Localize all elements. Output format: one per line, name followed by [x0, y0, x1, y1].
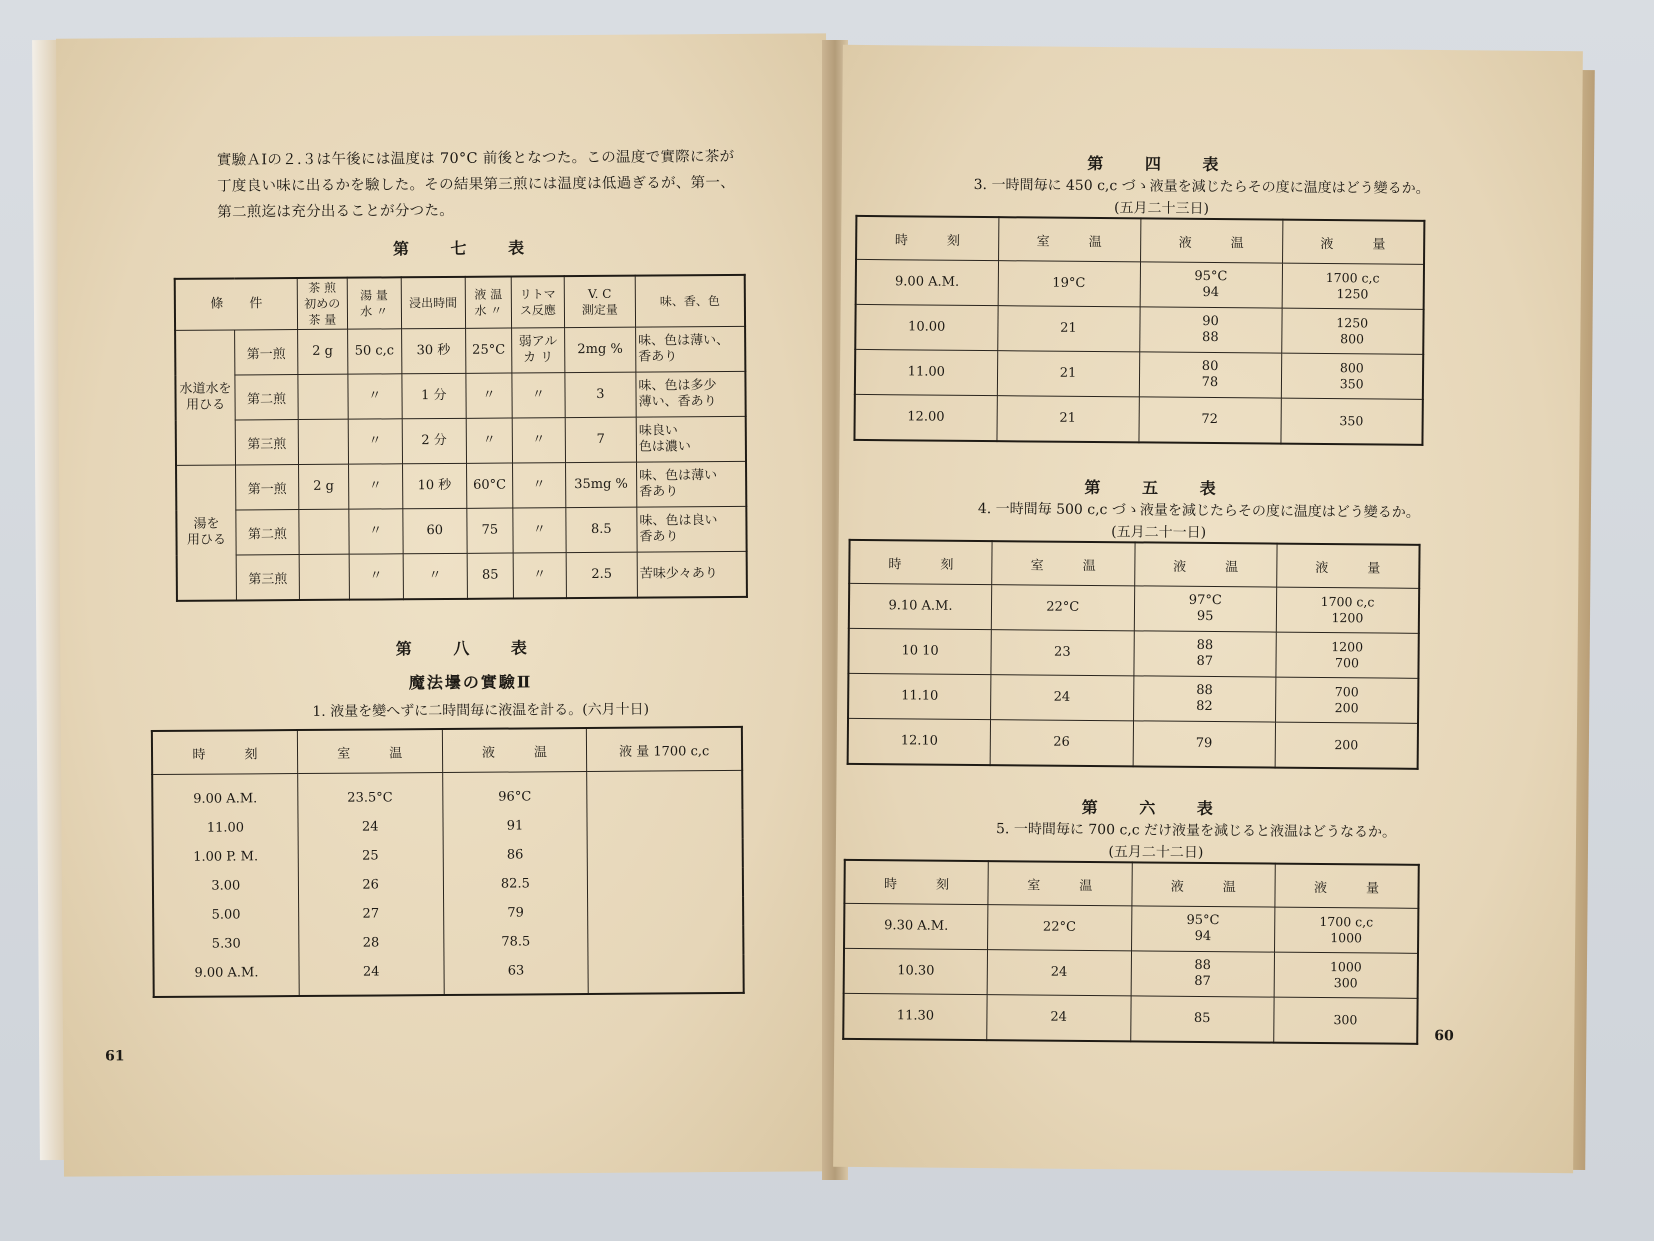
table6-header	[844, 860, 1418, 909]
table4-title: 第 四 表	[1087, 153, 1237, 175]
table7-title: 第 七 表	[392, 238, 543, 259]
table7-cell: 〃	[512, 373, 565, 418]
table-row	[175, 326, 745, 375]
table5-cell: 1700 c,c 1200	[1276, 587, 1419, 633]
table6-cell: 88 87	[1131, 951, 1275, 997]
table-row	[848, 628, 1418, 678]
table7-header-cell: 浸出時間	[401, 277, 466, 329]
table5-cell: 88 87	[1133, 631, 1276, 677]
table4-date: (五月二十三日)	[1113, 200, 1210, 217]
table4-cell: 11.00	[855, 349, 997, 395]
table7-cell	[299, 554, 349, 600]
table8-cell: 86	[443, 840, 588, 870]
table-row	[153, 897, 743, 930]
table6-title: 第 六 表	[1081, 797, 1231, 819]
table5-cell: 26	[990, 720, 1133, 767]
table-row	[153, 839, 743, 872]
table7-cell: 〃	[349, 509, 403, 554]
table5-header	[849, 540, 1419, 588]
table-row	[848, 673, 1418, 723]
table7-header-cell: 液 温 水 〃	[465, 277, 511, 329]
table-row	[843, 993, 1417, 1044]
table8-subtitle: 魔法壜の實驗Ⅱ	[408, 672, 533, 693]
table5-caption: 4. 一時間毎 500 c,c づゝ液量を減じたらその度に温度はどう變るか。	[977, 500, 1420, 521]
table5-cell: 23	[991, 630, 1134, 676]
table5-cell: 97°C 95	[1134, 586, 1277, 632]
page-number-right: 60	[1434, 1027, 1454, 1045]
table7-group-label: 湯を 用ひる	[176, 465, 236, 601]
table7-header-cell: 條 件	[175, 278, 298, 330]
table7-cell: 〃	[513, 553, 566, 599]
table7-header-cell: V. C 測定量	[564, 276, 636, 328]
table7-cell: 〃	[348, 464, 402, 509]
table7-cell: 〃	[348, 374, 402, 419]
table7-header-cell: 茶 煎 初めの 茶 量	[297, 278, 347, 330]
table5-title: 第 五 表	[1084, 477, 1234, 499]
table7-cell: 〃	[466, 418, 512, 463]
paragraph-line: 實驗ＡⅠの２.３は午後には温度は 70°C 前後となつた。この温度で實際に茶が	[216, 148, 735, 169]
table8-cell: 9.00 A.M.	[153, 958, 299, 997]
table7-brew: 第三煎	[236, 555, 299, 601]
table7-cell: 7	[565, 417, 637, 462]
table4-header	[856, 216, 1424, 264]
intro-paragraph	[217, 143, 818, 225]
table7-header-cell: 味、香、色	[635, 275, 745, 327]
table6-cell: 9.30 A.M.	[844, 903, 988, 949]
table7-brew: 第二煎	[236, 510, 299, 555]
table-row	[848, 718, 1418, 768]
table8-cell: 24	[299, 957, 444, 996]
table7-cell: 1 分	[401, 373, 466, 418]
table-row	[856, 259, 1424, 309]
table-header-cell: 液 温	[1134, 542, 1277, 587]
table-row	[152, 810, 742, 843]
table8-cell: 1.00 P. M.	[153, 842, 298, 872]
table8-cell	[588, 868, 743, 898]
table4-cell: 80 78	[1139, 352, 1281, 398]
table6	[842, 859, 1420, 1045]
table7-cell: 3	[565, 372, 637, 417]
table7-cell: 味、色は薄い 香あり	[637, 461, 747, 507]
table5-cell: 1200 700	[1276, 632, 1419, 678]
table8-header-cell: 液 温	[442, 728, 587, 773]
table4-caption: 3. 一時間毎に 450 c,c づゝ液量を減じたらその度に温度はどう變るか。	[973, 176, 1430, 197]
table8-header-cell: 時 刻	[152, 730, 298, 775]
table-header-cell: 室 温	[992, 541, 1135, 586]
table7-cell	[298, 374, 348, 419]
table7-cell: 2mg %	[564, 327, 636, 372]
table4-cell: 21	[996, 396, 1138, 443]
table7-cell: 弱アル カ リ	[512, 328, 565, 373]
table6-cell: 10.30	[844, 948, 988, 994]
table4-cell: 10.00	[855, 304, 997, 350]
table8-cell	[587, 839, 742, 869]
table5-cell: 79	[1133, 721, 1276, 768]
table-header-cell: 液 温	[1140, 218, 1282, 263]
table8-cell: 82.5	[443, 869, 588, 899]
table-row	[854, 394, 1422, 444]
table8-title: 第 八 表	[395, 638, 545, 659]
table7-cell: 2 g	[299, 464, 349, 509]
table8-cell: 63	[443, 956, 588, 995]
table7-cell: 〃	[349, 554, 403, 600]
table6-cell: 11.30	[843, 993, 987, 1040]
table5-cell: 22°C	[991, 585, 1134, 631]
table-row	[152, 770, 742, 814]
table7	[174, 274, 748, 602]
table-header-cell: 時 刻	[844, 860, 988, 905]
table5-cell: 200	[1275, 722, 1418, 769]
table-header-cell: 液 量	[1275, 864, 1419, 909]
table5-cell: 10 10	[848, 628, 991, 674]
table6-caption: 5. 一時間毎に 700 c,c だけ液量を減じると液温はどうなるか。	[995, 821, 1397, 841]
table-header-cell: 時 刻	[849, 540, 992, 585]
table8-cell	[588, 926, 743, 956]
table-row	[176, 416, 746, 465]
table4-cell: 1700 c,c 1250	[1282, 263, 1424, 309]
table5-cell: 9.10 A.M.	[849, 583, 992, 629]
table8-cell	[587, 810, 742, 840]
table4-cell: 90 88	[1139, 307, 1281, 353]
table7-cell: 2.5	[566, 552, 638, 598]
table7-cell: 8.5	[566, 507, 638, 552]
table6-cell: 1000 300	[1274, 952, 1418, 998]
table-header-cell: 時 刻	[856, 216, 998, 261]
table4-cell: 800 350	[1281, 353, 1423, 399]
table-header-cell: 室 温	[988, 861, 1132, 906]
table7-cell: 苦味少々あり	[637, 551, 747, 597]
table7-cell: 〃	[512, 463, 565, 508]
table4-cell: 72	[1138, 397, 1280, 444]
table8	[151, 726, 745, 998]
table7-header-cell: リトマ ス反應	[511, 276, 564, 328]
table7-cell	[298, 419, 348, 464]
table7-cell: 50 c,c	[347, 329, 401, 374]
table8-caption: 1. 液量を變へずに二時間毎に液温を計る。(六月十日)	[312, 701, 650, 720]
table5-date: (五月二十一日)	[1111, 524, 1207, 541]
table7-cell: 25°C	[465, 328, 511, 373]
table7-cell: 75	[467, 508, 513, 553]
left-page	[56, 33, 834, 1176]
table5-cell: 11.10	[848, 673, 991, 719]
table8-cell: 5.00	[153, 900, 298, 930]
table7-cell: 〃	[348, 419, 402, 464]
table7-cell	[299, 509, 349, 554]
table6-cell: 300	[1274, 997, 1418, 1044]
table7-cell: 味、色は良い 香あり	[637, 506, 747, 552]
table7-cell: 2 g	[298, 329, 348, 374]
table7-cell: 2 分	[402, 418, 467, 463]
table8-cell: 79	[443, 898, 588, 928]
table8-cell: 28	[299, 928, 444, 958]
table8-cell	[588, 897, 743, 927]
page-number-left: 61	[105, 1048, 125, 1065]
table5	[847, 539, 1421, 770]
table7-cell: 味、色は薄い、 香あり	[636, 326, 746, 372]
table8-cell: 96°C	[442, 772, 587, 813]
table7-cell: 〃	[466, 373, 512, 418]
table-header-cell: 室 温	[998, 217, 1140, 262]
table7-cell: 味良い 色は濃い	[636, 416, 746, 462]
table8-cell	[587, 770, 742, 811]
table6-cell: 24	[987, 950, 1131, 996]
table7-cell: 〃	[512, 418, 565, 463]
table8-cell: 25	[298, 841, 443, 871]
table8-cell: 78.5	[443, 927, 588, 957]
table8-header-cell: 室 温	[297, 729, 442, 774]
table6-date: (五月二十二日)	[1108, 844, 1204, 861]
table6-cell: 22°C	[988, 905, 1132, 951]
table6-cell: 95°C 94	[1131, 906, 1275, 952]
table4-cell: 12.00	[854, 394, 996, 441]
right-page	[833, 45, 1583, 1173]
table6-cell: 85	[1130, 996, 1274, 1043]
table5-cell: 24	[991, 675, 1134, 721]
table-row	[153, 955, 743, 997]
table7-brew: 第二煎	[235, 375, 298, 420]
table7-cell: 60°C	[466, 463, 512, 508]
table8-cell	[588, 955, 743, 994]
table7-cell: 〃	[513, 508, 566, 553]
table6-cell: 1700 c,c 1000	[1275, 907, 1419, 953]
table-row	[855, 304, 1423, 354]
table-header-cell: 液 温	[1131, 862, 1275, 907]
table7-brew: 第一煎	[235, 330, 298, 375]
table7-cell: 85	[467, 553, 513, 599]
table8-cell: 9.00 A.M.	[152, 774, 298, 815]
table4-cell: 19°C	[998, 261, 1140, 307]
table8-cell: 23.5°C	[297, 773, 442, 814]
table7-brew: 第三煎	[235, 420, 298, 465]
table-header-cell: 液 量	[1277, 544, 1420, 589]
table7-brew: 第一煎	[236, 465, 299, 510]
table4-cell: 9.00 A.M.	[856, 259, 998, 305]
table-row	[855, 349, 1423, 399]
table-row	[175, 371, 745, 420]
table7-cell: 10 秒	[402, 463, 467, 508]
table5-cell: 12.10	[848, 718, 991, 765]
table-row	[153, 926, 743, 959]
paragraph-line: 丁度良い味に出るかを驗した。その結果第三煎には温度は低過ぎるが、第一、	[217, 174, 736, 195]
table5-cell: 700 200	[1276, 677, 1419, 723]
table-row	[176, 461, 746, 510]
table4	[853, 215, 1425, 446]
table5-cell: 88 82	[1133, 676, 1276, 722]
table4-cell: 21	[997, 351, 1139, 397]
table8-cell: 24	[298, 812, 443, 842]
table-row	[177, 551, 747, 600]
table7-cell: 30 秒	[401, 328, 466, 373]
table7-cell: 〃	[403, 553, 468, 599]
table8-cell: 3.00	[153, 871, 298, 901]
table8-header-cell: 液 量 1700 c,c	[587, 727, 743, 772]
table7-group-label: 水道水を 用ひる	[175, 330, 235, 465]
table-row	[153, 868, 743, 901]
table-header-cell: 液 量	[1282, 220, 1424, 265]
table4-cell: 95°C 94	[1140, 262, 1282, 308]
table4-cell: 1250 800	[1281, 308, 1423, 354]
table4-cell: 21	[997, 306, 1139, 352]
table8-cell: 27	[298, 899, 443, 929]
table7-cell: 味、色は多少 薄い、香あり	[636, 371, 746, 417]
table8-cell: 26	[298, 870, 443, 900]
table8-cell: 11.00	[152, 813, 297, 843]
table8-cell: 5.30	[153, 929, 298, 959]
table4-cell: 350	[1280, 398, 1422, 445]
table-row	[844, 948, 1418, 998]
table-row	[844, 903, 1418, 953]
table-row	[176, 506, 746, 555]
table7-cell: 35mg %	[565, 462, 637, 507]
paragraph-line: 第二煎迄は充分出ることが分つた。	[217, 202, 455, 221]
table8-cell: 91	[442, 811, 587, 841]
table7-header-cell: 湯 量 水 〃	[347, 277, 401, 329]
table6-cell: 24	[987, 995, 1131, 1042]
table-row	[849, 583, 1419, 633]
table7-cell: 60	[402, 508, 467, 553]
